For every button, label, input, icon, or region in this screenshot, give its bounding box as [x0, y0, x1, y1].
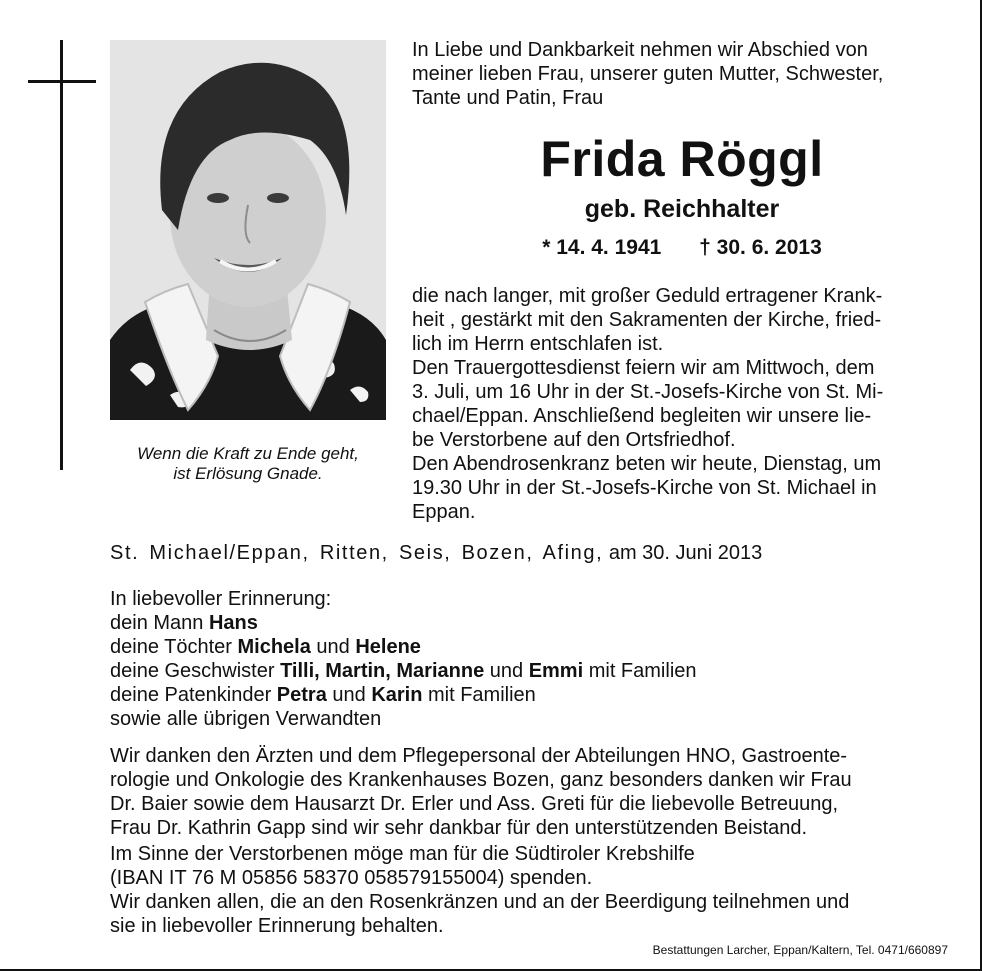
mourner-name: Emmi — [528, 660, 584, 682]
quote-line: Wenn die Kraft zu Ende geht, — [137, 444, 359, 463]
text-line: Eppan. — [412, 501, 476, 523]
places: St. Michael/Eppan, Ritten, Seis, Bozen, Afing, — [110, 542, 604, 564]
relation-suffix: mit Familien — [583, 660, 697, 682]
relation-label: deine Geschwister — [110, 660, 281, 682]
mourner-name: Michela — [237, 636, 311, 658]
donation-paragraph — [110, 842, 970, 890]
relation-label: dein Mann — [110, 612, 209, 634]
cross-icon — [60, 40, 63, 470]
text-line: Dr. Baier sowie dem Hausarzt Dr. Erler und Ass. Greti für die liebevolle Betreuung, — [110, 793, 839, 815]
thanks-medical-paragraph — [110, 744, 970, 840]
text-line: die nach langer, mit großer Geduld ertragener Krank- — [412, 285, 883, 307]
text-line: Den Trauergottesdienst feiern wir am Mittwoch, dem — [412, 357, 875, 379]
mourner-name: Petra — [276, 684, 327, 706]
memorial-quote — [110, 444, 386, 484]
quote-line: ist Erlösung Gnade. — [173, 464, 323, 483]
mourner-line: sowie alle übrigen Verwandten — [110, 708, 382, 730]
intro-line: In Liebe und Dankbarkeit nehmen wir Abschied von — [412, 39, 868, 61]
text-line: Wir danken allen, die an den Rosenkränzen und an der Beerdigung teilnehmen und — [110, 891, 850, 913]
mourners-heading: In liebevoller Erinnerung: — [110, 588, 332, 610]
maiden-name: geb. Reichhalter — [584, 195, 780, 223]
relation-label: deine Töchter — [110, 636, 238, 658]
illness-paragraph — [412, 284, 957, 356]
mourner-name: Hans — [208, 612, 258, 634]
life-dates — [412, 234, 952, 262]
relation-suffix: mit Familien — [422, 684, 536, 706]
mourner-line — [110, 611, 970, 635]
portrait-photo — [110, 40, 386, 420]
text-line: chael/Eppan. Anschließend begleiten wir unsere lie- — [412, 405, 872, 427]
funeral-service-paragraph — [412, 356, 957, 452]
intro-text — [412, 38, 957, 110]
thanks-all-paragraph — [110, 890, 970, 938]
text-line: Wir danken den Ärzten und dem Pflegepersonal der Abteilungen HNO, Gastroente- — [110, 745, 848, 767]
death-date: † 30. 6. 2013 — [699, 236, 822, 259]
text-line: Frau Dr. Kathrin Gapp sind wir sehr dankbar für den unterstützenden Beistand. — [110, 817, 808, 839]
rosary-paragraph — [412, 452, 957, 524]
intro-line: meiner lieben Frau, unserer guten Mutter, Schwester, — [412, 63, 884, 85]
mourner-line — [110, 659, 970, 683]
place-date-line — [110, 540, 970, 566]
funeral-home-footer: Bestattungen Larcher, Eppan/Kaltern, Tel. 0471/660897 — [652, 943, 948, 957]
deceased-name: Frida Röggl — [540, 131, 824, 187]
conjunction: und — [484, 660, 529, 682]
notice-date: am 30. Juni 2013 — [608, 542, 763, 564]
cross-icon-bar — [28, 80, 96, 83]
intro-line: Tante und Patin, Frau — [412, 87, 604, 109]
text-line: be Verstorbene auf den Ortsfriedhof. — [412, 429, 736, 451]
text-line: rologie und Onkologie des Krankenhauses Bozen, ganz besonders danken wir Frau — [110, 769, 852, 791]
mourners-list — [110, 587, 970, 731]
text-line: 19.30 Uhr in der St.-Josefs-Kirche von St. Michael in — [412, 477, 877, 499]
text-line: Im Sinne der Verstorbenen möge man für die Südtiroler Krebshilfe — [110, 843, 695, 865]
text-line: lich im Herrn entschlafen ist. — [412, 333, 664, 355]
mourner-line — [110, 683, 970, 707]
text-line: sie in liebevoller Erinnerung behalten. — [110, 915, 444, 937]
text-line: Den Abendrosenkranz beten wir heute, Dienstag, um — [412, 453, 882, 475]
relation-label: deine Patenkinder — [110, 684, 277, 706]
mourner-name: Helene — [355, 636, 421, 658]
text-line: 3. Juli, um 16 Uhr in der St.-Josefs-Kirche von St. Mi- — [412, 381, 884, 403]
mourner-name: Tilli, Martin, Marianne — [280, 660, 485, 682]
conjunction: und — [310, 636, 356, 658]
mourner-line — [110, 635, 970, 659]
text-line: heit , gestärkt mit den Sakramenten der Kirche, fried- — [412, 309, 882, 331]
birth-date: * 14. 4. 1941 — [542, 236, 662, 259]
mourner-name: Karin — [371, 684, 423, 706]
text-line: (IBAN IT 76 M 05856 58370 058579155004) spenden. — [110, 867, 593, 889]
conjunction: und — [326, 684, 372, 706]
